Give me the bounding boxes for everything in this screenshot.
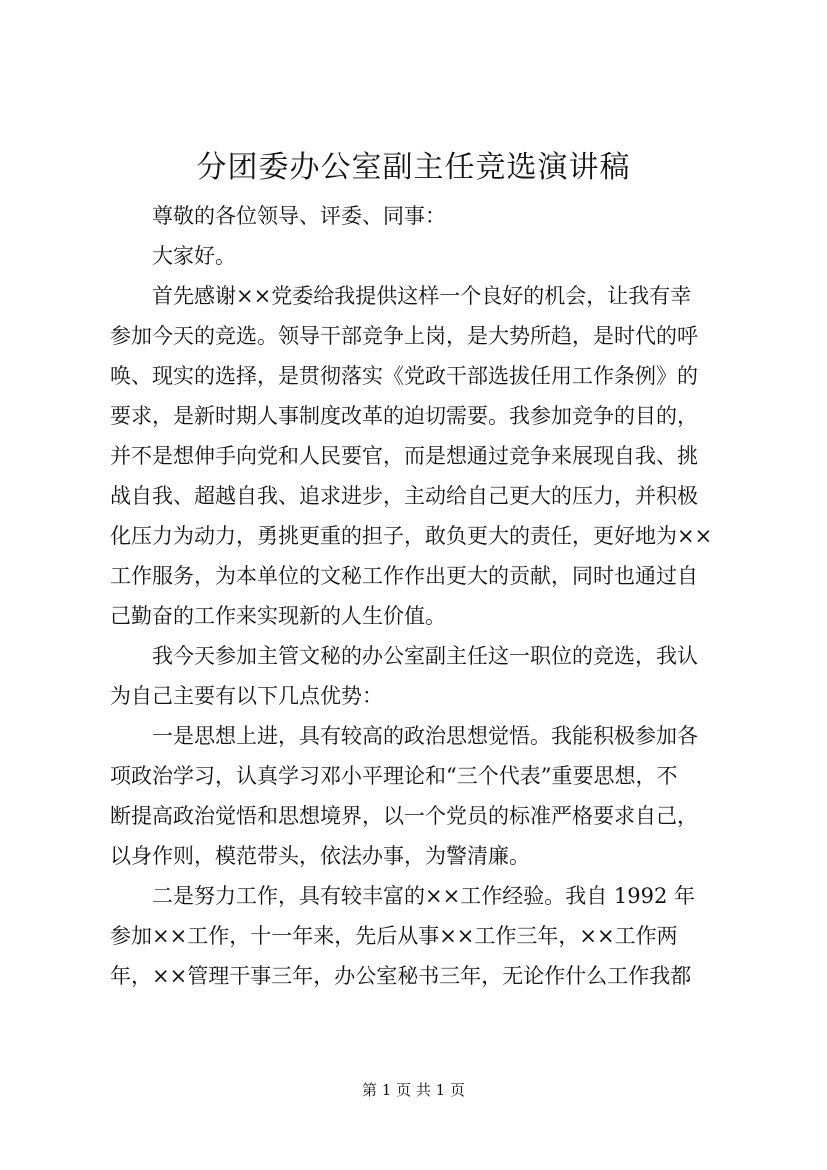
paragraph — [110, 636, 735, 716]
paragraph-line: 尊敬的各位领导、评委、同事： — [152, 204, 446, 228]
paragraph-line: 一是思想上进，具有较高的政治思想觉悟。我能积极参加各 — [152, 724, 698, 748]
paragraph-line: 为自己主要有以下几点优势： — [110, 684, 383, 708]
paragraph-line: 并不是想伸手向党和人民要官，而是想通过竞争来展现自我、挑 — [110, 444, 698, 468]
paragraph-line: 首先感谢××党委给我提供这样一个良好的机会，让我有幸 — [152, 284, 692, 308]
paragraph-line: 我今天参加主管文秘的办公室副主任这一职位的竞选，我认 — [152, 644, 698, 668]
paragraph-line: 化压力为动力，勇挑更重的担子，敢负更大的责任，更好地为×× — [110, 524, 713, 548]
paragraph-line: 大家好。 — [152, 244, 236, 268]
paragraph-line: 项政治学习，认真学习邓小平理论和“三个代表”重要思想，不 — [110, 764, 678, 788]
paragraph — [110, 276, 735, 636]
page-footer: 第 1 页 共 1 页 — [362, 1081, 465, 1099]
paragraph-line: 参加××工作，十一年来，先后从事××工作三年，××工作两 — [110, 924, 678, 948]
paragraph-line: 年，××管理干事三年，办公室秘书三年，无论作什么工作我都 — [110, 964, 692, 988]
paragraph — [110, 236, 735, 276]
paragraph — [110, 876, 735, 996]
document-title: 分团委办公室副主任竞选演讲稿 — [196, 150, 631, 185]
paragraph-line: 二是努力工作，具有较丰富的××工作经验。我自 1992 年 — [152, 884, 695, 908]
paragraph — [110, 716, 735, 876]
paragraph-line: 战自我、超越自我、追求进步，主动给自己更大的压力，并积极 — [110, 484, 698, 508]
paragraph-line: 要求，是新时期人事制度改革的迫切需要。我参加竞争的目的， — [110, 404, 698, 428]
paragraph-line: 以身作则，模范带头，依法办事，为警清廉。 — [110, 844, 530, 868]
paragraph-line: 断提高政治觉悟和思想境界，以一个党员的标准严格要求自己， — [110, 804, 698, 828]
paragraph-line: 己勤奋的工作来实现新的人生价值。 — [110, 604, 446, 628]
paragraph-line: 工作服务，为本单位的文秘工作作出更大的贡献，同时也通过自 — [110, 564, 698, 588]
document-body — [110, 196, 735, 996]
paragraph-line: 唤、现实的选择，是贯彻落实《党政干部选拔任用工作条例》的 — [110, 364, 698, 388]
paragraph — [110, 196, 735, 236]
paragraph-line: 参加今天的竞选。领导干部竞争上岗，是大势所趋，是时代的呼 — [110, 324, 698, 348]
